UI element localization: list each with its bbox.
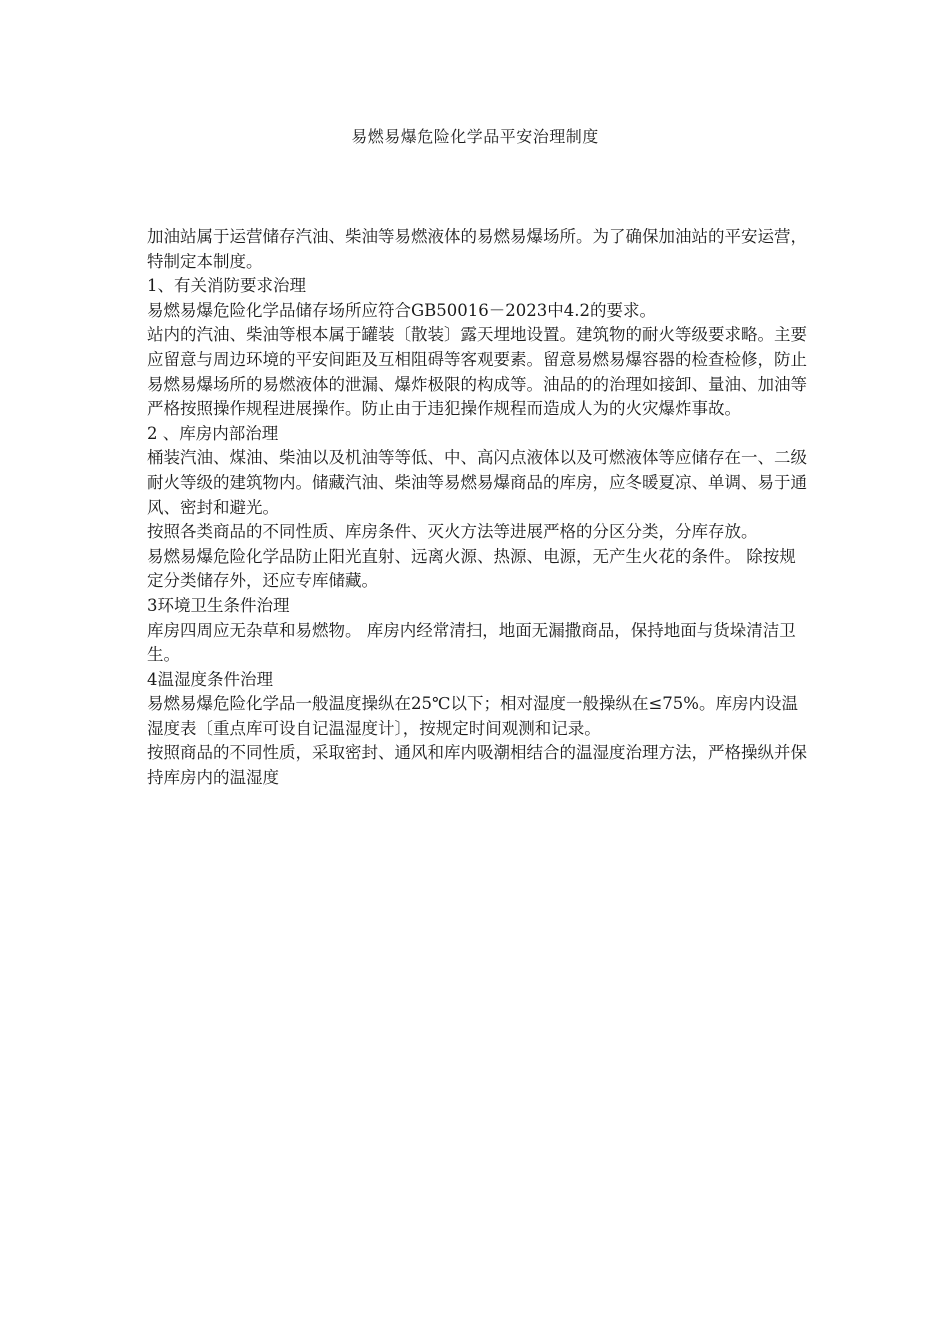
paragraph: 易燃易爆危险化学品一般温度操纵在25℃以下；相对湿度一般操纵在≤75%。库房内设温湿度表〔重点库可设自记温湿度计〕，按规定时间观测和记录。 xyxy=(147,694,798,738)
section-heading-2: 2 、库房内部治理 xyxy=(147,423,279,443)
paragraph: 按照各类商品的不同性质、库房条件、灭火方法等进展严格的分区分类，分库存放。 xyxy=(147,522,758,542)
paragraph: 桶装汽油、煤油、柴油以及机油等等低、中、高闪点液体以及可燃液体等应储存在一、二级耐火等级的建筑物内。储藏汽油、柴油等易燃易爆商品的库房，应冬暖夏凉、单调、易于通风、密封和避光。 xyxy=(147,448,807,517)
section-heading-4: 4温湿度条件治理 xyxy=(147,669,273,689)
paragraph: 库房四周应无杂草和易燃物。 库房内经常清扫，地面无漏撒商品，保持地面与货垛清洁卫生。 xyxy=(147,620,796,665)
document-title: 易燃易爆危险化学品平安治理制度 xyxy=(351,127,599,146)
section-heading-3: 3环境卫生条件治理 xyxy=(147,595,290,615)
paragraph-intro: 加油站属于运营储存汽油、柴油等易燃液体的易燃易爆场所。为了确保加油站的平安运营，特制定本制度。 xyxy=(147,227,807,271)
paragraph: 站内的汽油、柴油等根本属于罐装〔散装〕露天埋地设置。建筑物的耐火等级要求略。主要应留意与周边环境的平安间距及互相阻碍等客观要素。留意易燃易爆容器的检查检修，防止易燃易爆场所的易燃液体的泄漏、爆炸极限的构成等。油品的的治理如接卸、量油、加油等严格按照操作规程进展操作。防止由于违犯操作规程而造成人为的火灾爆炸事故。 xyxy=(147,325,807,419)
paragraph: 易燃易爆危险化学品防止阳光直射、远离火源、热源、电源，无产生火花的条件。 除按规定分类储存外，还应专库储藏。 xyxy=(147,546,796,591)
paragraph: 按照商品的不同性质，采取密封、通风和库内吸潮相结合的温湿度治理方法，严格操纵并保持库房内的温湿度 xyxy=(147,743,807,788)
paragraph: 易燃易爆危险化学品储存场所应符合GB50016－2023中4.2的要求。 xyxy=(147,300,657,320)
document-body xyxy=(147,225,807,791)
section-heading-1: 1、有关消防要求治理 xyxy=(147,276,306,296)
